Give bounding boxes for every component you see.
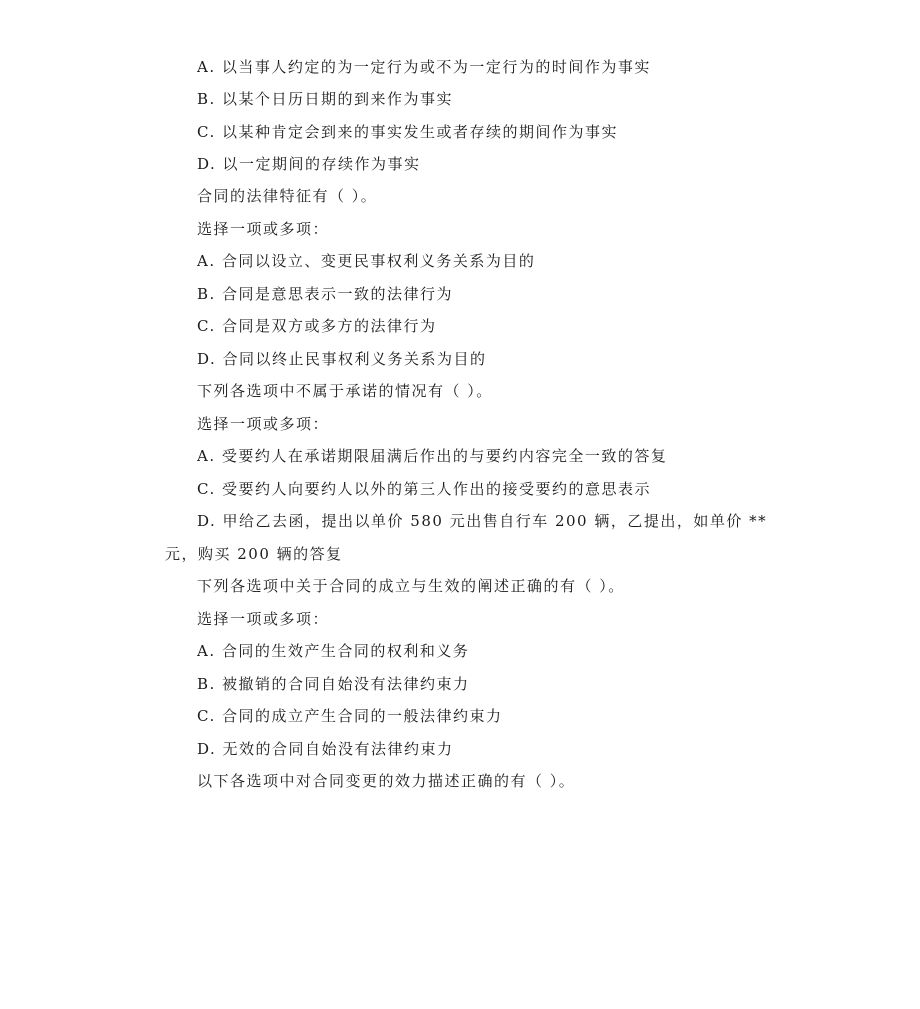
option-a-line: A. 以当事人约定的为一定行为或不为一定行为的时间作为事实 xyxy=(197,58,651,76)
question-title: 下列各选项中不属于承诺的情况有（ ）。 xyxy=(197,382,493,400)
option-d-line: D. 以一定期间的存续作为事实 xyxy=(197,155,421,173)
question-title: 以下各选项中对合同变更的效力描述正确的有（ ）。 xyxy=(197,772,576,790)
option-c-line: C. 受要约人向要约人以外的第三人作出的接受要约的意思表示 xyxy=(197,480,651,498)
option-c-line: C. 合同是双方或多方的法律行为 xyxy=(197,317,437,335)
option-a-line: A. 合同以设立、变更民事权利义务关系为目的 xyxy=(197,252,536,270)
option-c-line: C. 合同的成立产生合同的一般法律约束力 xyxy=(197,707,503,725)
question-title: 下列各选项中关于合同的成立与生效的阐述正确的有（ ）。 xyxy=(197,577,625,595)
question-instruction: 选择一项或多项： xyxy=(197,610,330,628)
option-a-line: A. 合同的生效产生合同的权利和义务 xyxy=(197,642,470,660)
option-b-line: B. 以某个日历日期的到来作为事实 xyxy=(197,90,454,108)
option-b-line: B. 被撤销的合同自始没有法律约束力 xyxy=(197,675,470,693)
option-a-line: A. 受要约人在承诺期限届满后作出的与要约内容完全一致的答复 xyxy=(197,447,668,465)
option-d-line: D. 无效的合同自始没有法律约束力 xyxy=(197,740,454,758)
option-c-line: C. 以某种肯定会到来的事实发生或者存续的期间作为事实 xyxy=(197,123,618,141)
option-d-line: D. 合同以终止民事权利义务关系为目的 xyxy=(197,350,487,368)
question-title: 合同的法律特征有（ ）。 xyxy=(197,187,378,205)
option-d-line: D. 甲给乙去函，提出以单价 580 元出售自行车 200 辆，乙提出，如单价 ** xyxy=(197,512,768,530)
option-b-line: B. 合同是意思表示一致的法律行为 xyxy=(197,285,454,303)
option-d-continuation: 元，购买 200 辆的答复 xyxy=(165,545,343,563)
question-instruction: 选择一项或多项： xyxy=(197,220,330,238)
question-instruction: 选择一项或多项： xyxy=(197,415,330,433)
